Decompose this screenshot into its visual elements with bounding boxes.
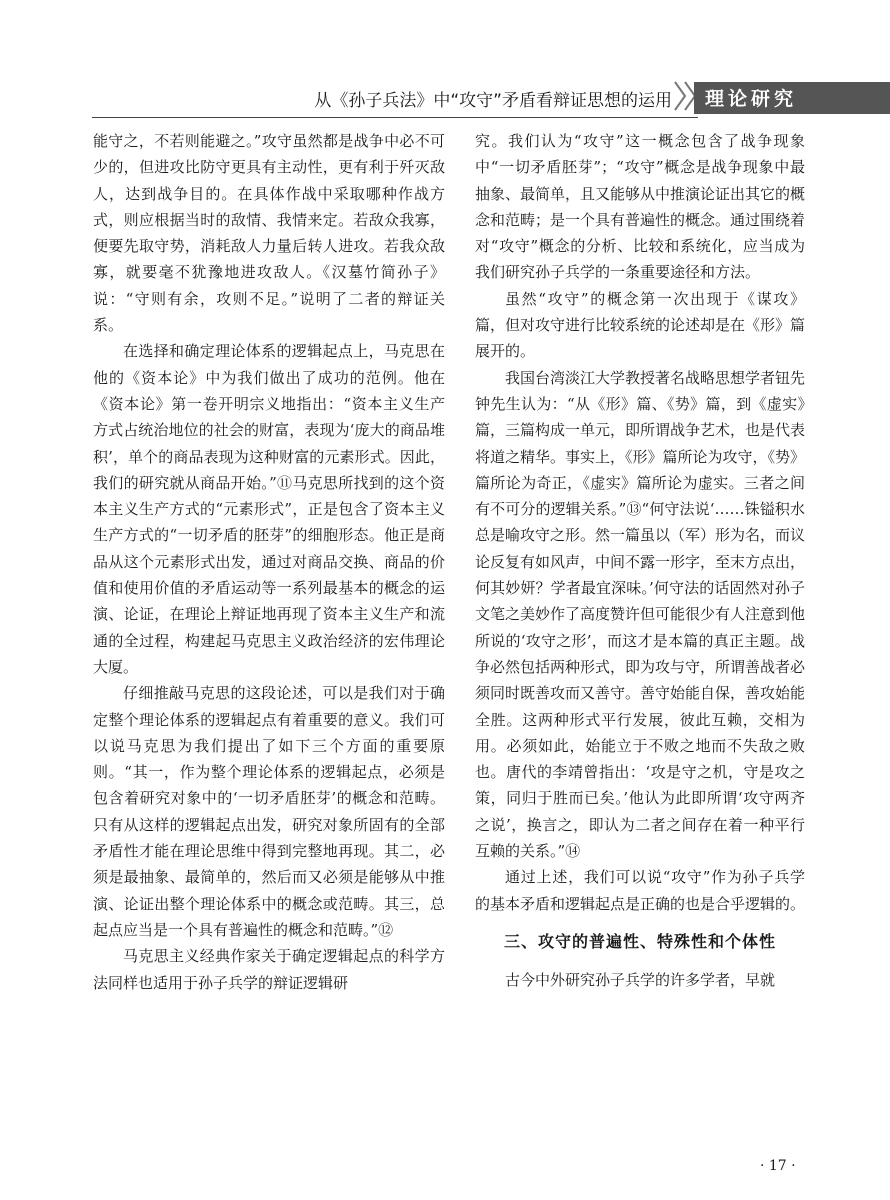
paragraph: 古今中外研究孙子兵学的许多学者，早就 xyxy=(505,971,776,990)
paragraph: 在选择和确定理论体系的逻辑起点上，马克思在他的《资本论》中为我们做出了成功的范例。他在《资本论》第一卷开明宗义地指出：“资本主义生产方式占统治地位的社会的财富，表现为‘庞大的商品堆积’，单个的商品表现为这种财富的元素形式。因此，我们的研究就从商品开始。”⑪马克思所找到的这个资本主义生产方式的“元素形式”，正是包含了资本主义生产方式的“一切矛盾的胚芽”的细胞形态。他正是商品从这个元素形式出发，通过对商品交换、商品的价值和使用价值的矛盾运动等一系列最基本的概念的运演、论证，在理论上辩证地再现了资本主义生产和流通的全过程，构建起马克思主义政治经济的宏伟理论大厦。 xyxy=(93,342,445,676)
right-column xyxy=(475,128,805,994)
paragraph: 究。我们认为“攻守”这一概念包含了战争现象中“一切矛盾胚芽”；“攻守”概念是战争现象中最抽象、最简单，且又能够从中推演论证出其它的概念和范畴；是一个具有普遍性的概念。通过围绕着对“攻守”概念的分析、比较和系统化，应当成为我们研究孙子兵学的一条重要途径和方法。 xyxy=(475,132,806,282)
section-heading: 三、攻守的普遍性、特殊性和个体性 xyxy=(503,931,776,951)
paragraph: 仔细推敲马克思的这段论述，可以是我们对于确定整个理论体系的逻辑起点有着重要的意义。我们可以说马克思为我们提出了如下三个方面的重要原则。“其一，作为整个理论体系的逻辑起点，必须是包含着研究对象中的‘一切矛盾胚芽’的概念和范畴。只有从这样的逻辑起点出发，研究对象所固有的全部矛盾性才能在理论思维中得到完整地再现。其二，必须是最抽象、最简单的，然后而又必须是能够从中推演、论证出整个理论体系中的概念或范畴。其三，总起点应当是一个具有普遍性的概念和范畴。”⑫ xyxy=(93,684,445,939)
header-rule xyxy=(92,117,698,118)
paragraph: 能守之，不若则能避之。”攻守虽然都是战争中必不可少的，但进攻比防守更具有主动性，更有利于歼灭敌人，达到战争目的。在具体作战中采取哪种作战方式，则应根据当时的敌情、我情来定。若敌众我寡，便要先取守势，消耗敌人力量后转人进攻。若我众敌寡，就要毫不犹豫地进攻敌人。《汉墓竹简孙子》说：“守则有余，攻则不足。”说明了二者的辩证关系。 xyxy=(93,132,445,335)
running-title: 从《孙子兵法》中“攻守”矛盾看辩证思想的运用 xyxy=(314,91,672,111)
running-header xyxy=(0,78,890,124)
page-number: · 17 · xyxy=(760,1158,796,1174)
paragraph: 通过上述，我们可以说“攻守”作为孙子兵学的基本矛盾和逻辑起点是正确的也是合乎逻辑的。 xyxy=(475,868,806,913)
section-label: 理论研究 xyxy=(705,88,798,110)
paragraph: 我国台湾淡江大学教授著名战略思想学者钮先钟先生认为：“从《形》篇、《势》篇，到《虚实》篇，三篇构成一单元，即所谓战争艺术，也是代表将道之精华。事实上，《形》篇所论为攻守，《势》篇所论为奇正，《虚实》篇所论为虚实。三者之间有不可分的逻辑关系。”⑬“何守法说‘……铢镒积水总是喻攻守之形。然一篇虽以（军）形为名，而议论反复有如风声，中间不露一形字，至末方点出，何其妙妍？学者最宜深味。’何守法的话固然对孙子文笔之美妙作了高度赞许但可能很少有人注意到他所说的‘攻守之形’，而这才是本篇的真正主题。战争必然包括两种形式，即为攻与守，所谓善战者必须同时既善攻而又善守。善守始能自保，善攻始能全胜。这两种形式平行发展，彼此互赖，交相为用。必须如此，始能立于不败之地而不失敌之败也。唐代的李靖曾指出：‘攻是守之机，守是攻之策，同归于胜而已矣。’他认为此即所谓‘攻守两齐之说’，换言之，即认为二者之间存在着一种平行互赖的关系。”⑭ xyxy=(475,368,806,861)
paragraph: 虽然“攻守”的概念第一次出现于《谋攻》篇，但对攻守进行比较系统的论述却是在《形》篇展开的。 xyxy=(475,289,806,361)
paragraph: 马克思主义经典作家关于确定逻辑起点的科学方法同样也适用于孙子兵学的辩证逻辑研 xyxy=(93,947,445,992)
left-column xyxy=(93,128,445,996)
